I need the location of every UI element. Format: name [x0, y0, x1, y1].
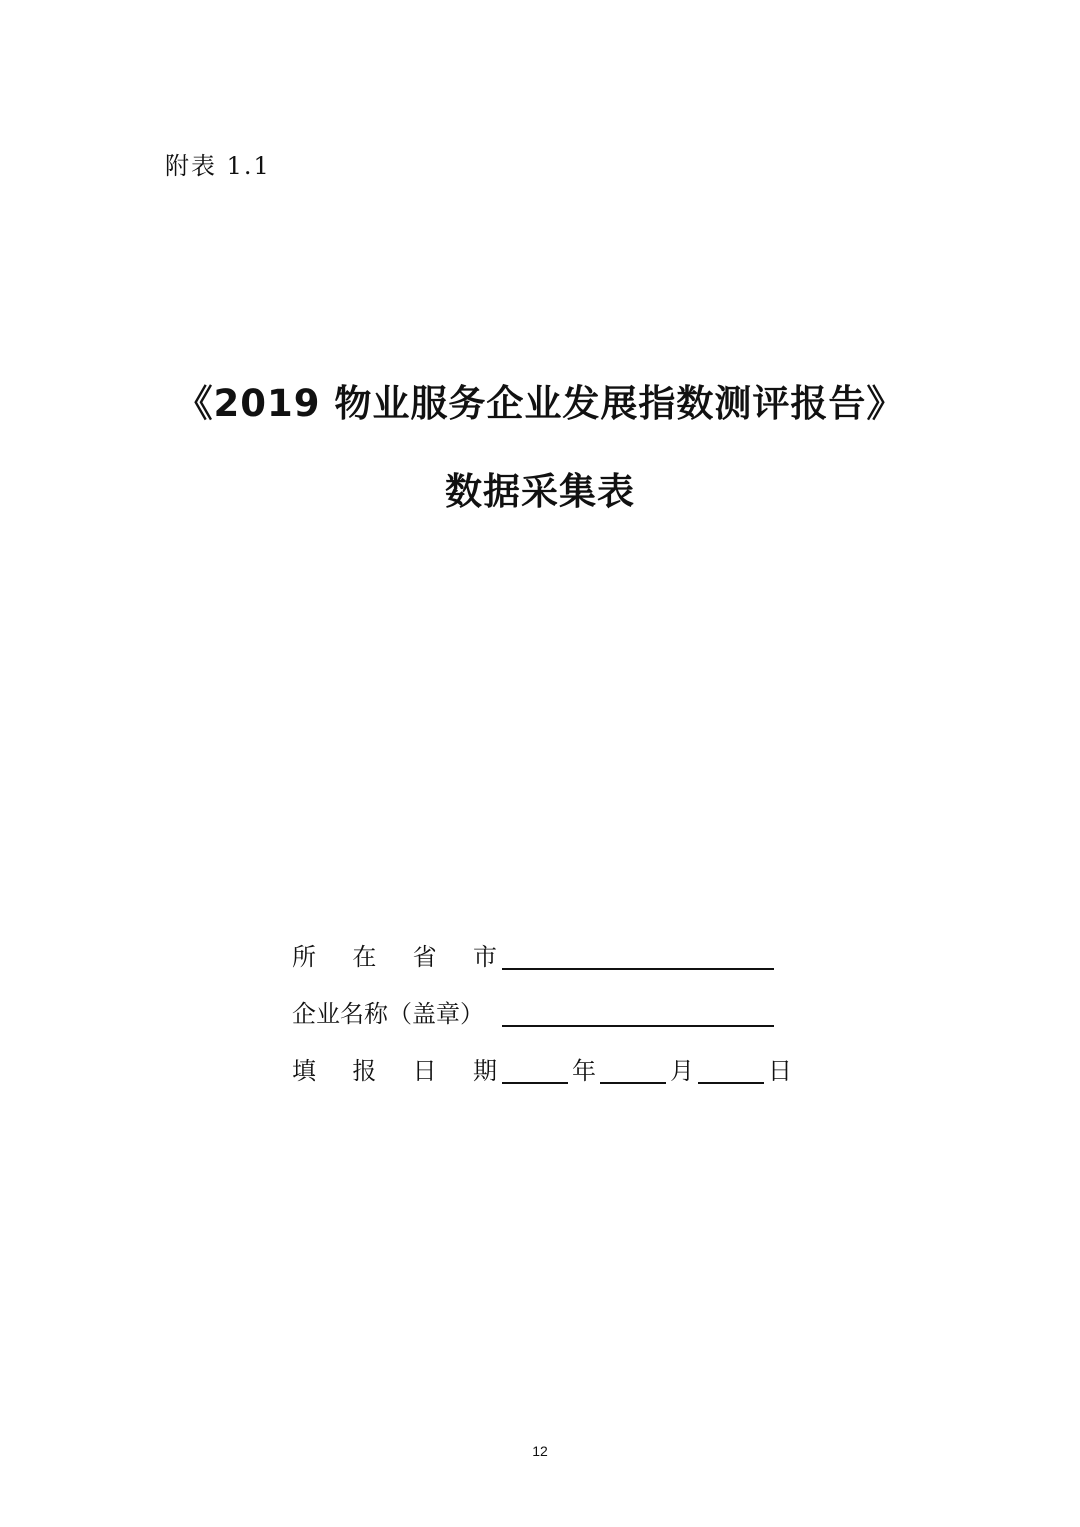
company-name-label: 企业名称（盖章） [292, 1000, 484, 1028]
province-city-row [292, 940, 774, 974]
month-unit: 月 [670, 1057, 694, 1085]
year-blank[interactable] [502, 1054, 568, 1084]
document-title: 《2019 物业服务企业发展指数测评报告》 [175, 382, 905, 425]
page-number: 12 [532, 1443, 548, 1459]
year-unit: 年 [572, 1057, 596, 1085]
company-name-blank[interactable] [502, 997, 774, 1027]
fill-date-label: 填 报 日 期 [292, 1057, 497, 1085]
day-blank[interactable] [698, 1054, 764, 1084]
company-name-row [292, 997, 774, 1031]
province-city-label: 所 在 省 市 [292, 943, 497, 971]
annex-label: 附表 1.1 [165, 152, 271, 180]
month-blank[interactable] [600, 1054, 666, 1084]
fill-date-row [292, 1054, 796, 1088]
document-subtitle: 数据采集表 [445, 470, 635, 513]
province-city-blank[interactable] [502, 940, 774, 970]
day-unit: 日 [768, 1057, 792, 1085]
